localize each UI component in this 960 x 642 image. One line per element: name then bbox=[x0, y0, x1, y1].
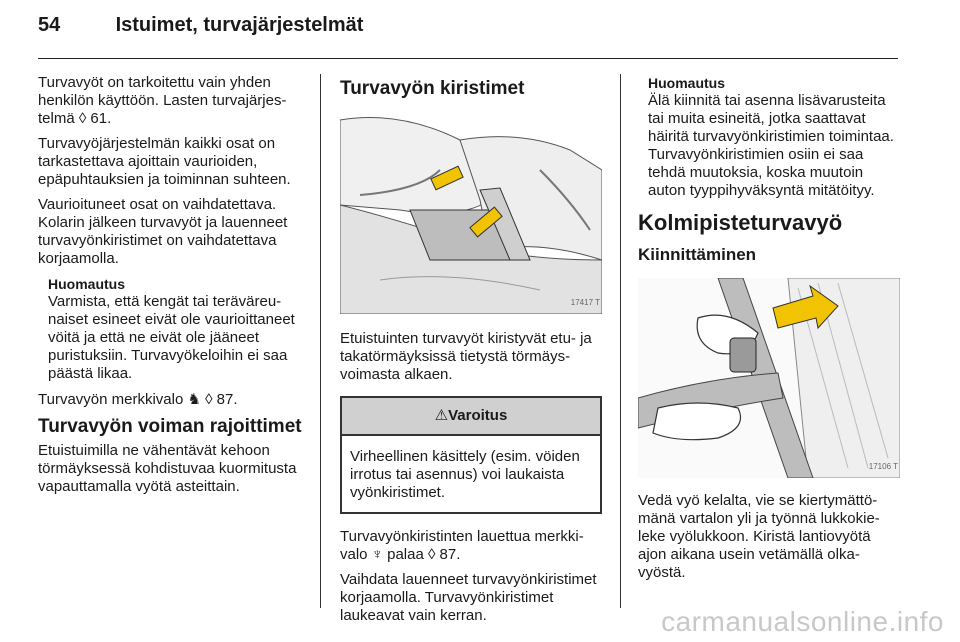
note-box-accessories bbox=[648, 74, 900, 200]
column-3 bbox=[638, 74, 900, 589]
belt-fastening-illustration bbox=[638, 278, 900, 478]
paragraph-replacement: Vaurioituneet osat on vaihdatettava. Kolarin jälkeen turvavyöt ja lauenneet turvavyönkiristimet on vaihdatettava korjaamolla. bbox=[38, 196, 288, 267]
page-title: Istuimet, turvajärjestelmät bbox=[115, 14, 364, 36]
figure-id: 17106 T bbox=[868, 462, 898, 471]
seat-illustration bbox=[340, 110, 602, 314]
heading-force-limiters: Turvavyön voiman rajoittimet bbox=[38, 416, 302, 437]
figure-pretensioner bbox=[340, 110, 602, 314]
warning-box bbox=[340, 396, 602, 514]
column-divider-2 bbox=[620, 74, 621, 608]
warning-header: ⚠Varoitus bbox=[342, 398, 600, 436]
page-number: 54 bbox=[38, 14, 61, 36]
header-rule bbox=[38, 58, 898, 59]
page-header bbox=[38, 14, 363, 37]
watermark: carmanualsonline.info bbox=[661, 606, 944, 637]
figure-fastening bbox=[638, 278, 900, 478]
paragraph-replace-pretensioners: Vaihdata lauenneet turvavyönkiristimet korjaamolla. Turvavyönkiristimet laukeavat vain kerran. bbox=[340, 571, 597, 624]
paragraph-fastening: Vedä vyö kelalta, vie se kiertymättömänä vartalon yli ja työnnä lukkokieleke vyölukkoon. Kiristä lantiovyötä ajon aikana usein vetämällä olkavyöstä. bbox=[638, 492, 880, 581]
paragraph-force-limiters: Etuistuimilla ne vähentävät kehoon törmäyksessä kohdistuvaa kuormitusta vapauttamalla vyötä asteittain. bbox=[38, 442, 297, 495]
paragraph-warning-light: Turvavyönkiristinten lauettua merkkivalo ♆ palaa ◊ 87. bbox=[340, 528, 584, 563]
heading-pretensioners: Turvavyön kiristimet bbox=[340, 78, 525, 99]
note-text: Älä kiinnitä tai asenna lisävarusteita tai muita esineitä, jotka saattavat häiritä turvavyönkiristimien toimintaa. Turvavyönkiristimien osiin ei saa tehdä muutoksia, koska muutoin auton tyyppihyväksyntä mitätöityy. bbox=[648, 92, 894, 199]
paragraph-indicator: Turvavyön merkkivalo ♞ ◊ 87. bbox=[38, 391, 238, 408]
heading-three-point-belt: Kolmipisteturvavyö bbox=[638, 210, 843, 235]
note-box bbox=[48, 275, 306, 383]
figure-id: 17417 T bbox=[570, 298, 600, 307]
column-2 bbox=[340, 74, 602, 632]
paragraph-pretension-trigger: Etuistuinten turvavyöt kiristyvät etu- ja takatörmäyksissä tietystä törmäysvoimasta alkaen. bbox=[340, 330, 592, 383]
note-text: Varmista, että kengät tai teräväreunaiset esineet eivät ole vaurioittaneet vöitä ja että ne eivät ole jääneet puristuksiin. Turvavyökeloihin ei saa päästä likaa. bbox=[48, 293, 295, 382]
paragraph-single-use: Turvavyöt on tarkoitettu vain yhden henkilön käyttöön. Lasten turvajärjestelmä ◊ 61. bbox=[38, 74, 287, 127]
paragraph-inspection: Turvavyöjärjestelmän kaikki osat on tarkastettava ajoittain vaurioiden, epäpuhtauksien ja toiminnan suhteen. bbox=[38, 135, 291, 188]
note-title: Huomautus bbox=[48, 276, 125, 292]
warning-text: Virheellinen käsittely (esim. vöiden irrotus tai asennus) voi laukaista vyönkiristimet. bbox=[350, 448, 580, 501]
column-1 bbox=[38, 74, 306, 503]
note-title: Huomautus bbox=[648, 75, 725, 91]
column-divider-1 bbox=[320, 74, 321, 608]
heading-fastening: Kiinnittäminen bbox=[638, 245, 757, 264]
